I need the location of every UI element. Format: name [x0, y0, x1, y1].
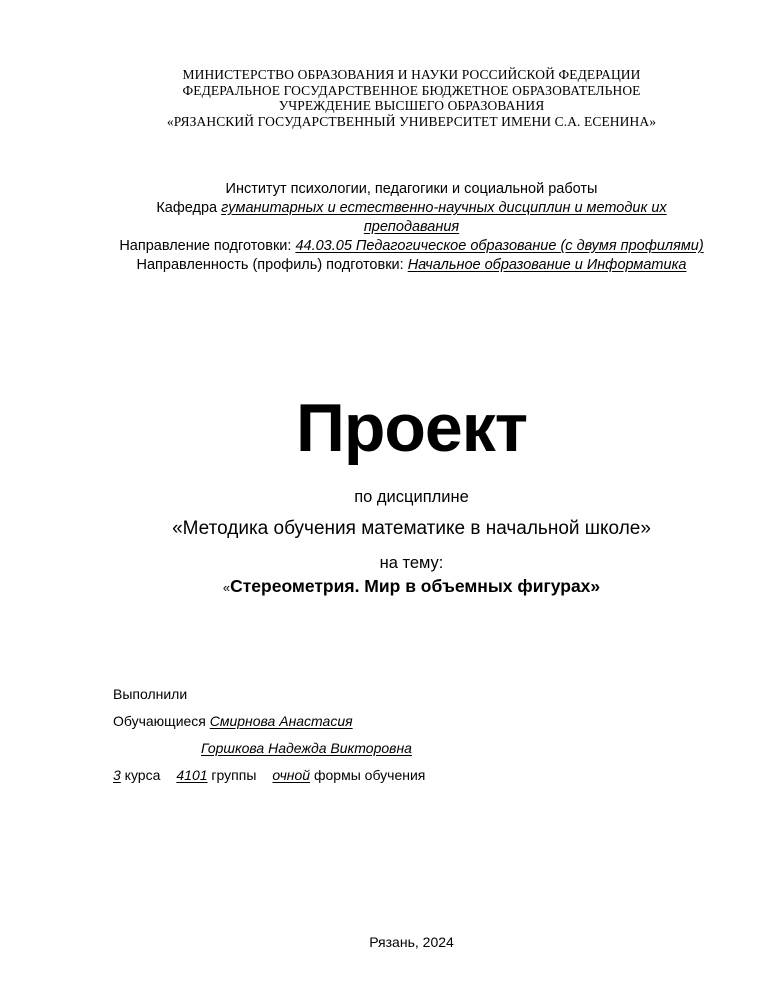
- authors-block: [113, 687, 710, 783]
- department-value: гуманитарных и естественно-научных дисциплин и методик их преподавания: [221, 200, 667, 235]
- ministry-line-3: УЧРЕЖДЕНИЕ ВЫСШЕГО ОБРАЗОВАНИЯ: [278, 98, 545, 113]
- study-form-label: формы обучения: [310, 767, 426, 783]
- study-form-value: очной: [272, 767, 311, 783]
- department-line: [113, 199, 710, 237]
- direction-label: Направление подготовки:: [119, 238, 296, 254]
- student-line-1: [113, 714, 710, 729]
- students-label: Обучающиеся: [113, 713, 210, 729]
- topic-label: на тему:: [379, 554, 444, 572]
- ministry-line-2: ФЕДЕРАЛЬНОЕ ГОСУДАРСТВЕННОЕ БЮДЖЕТНОЕ ОБРАЗОВАТЕЛЬНОЕ: [182, 82, 641, 98]
- course-label: курса: [120, 767, 161, 783]
- direction-value: 44.03.05 Педагогическое образование (с двумя профилями): [295, 238, 704, 254]
- institute-name: Институт психологии, педагогики и социальной работы: [225, 181, 598, 197]
- profile-value: Начальное образование и Информатика: [407, 257, 687, 273]
- university-name: «РЯЗАНСКИЙ ГОСУДАРСТВЕННЫЙ УНИВЕРСИТЕТ ИМЕНИ С.А. ЕСЕНИНА»: [166, 113, 657, 129]
- subtitle-block: [113, 487, 710, 599]
- ministry-line-1: МИНИСТЕРСТВО ОБРАЗОВАНИЯ И НАУКИ РОССИЙСКОЙ ФЕДЕРАЦИИ: [182, 67, 641, 82]
- course-group-line: [113, 768, 710, 783]
- group-label: группы: [207, 767, 257, 783]
- topic-name: [113, 575, 710, 599]
- discipline-name: «Методика обучения математике в начальной школе»: [172, 518, 651, 539]
- institute-block: [113, 180, 710, 275]
- topic-open-quote: «: [222, 580, 231, 595]
- performed-label: Выполнили: [113, 686, 188, 702]
- student-name-2: Горшкова Надежда Викторовна: [201, 740, 412, 756]
- direction-line: [113, 237, 710, 256]
- department-label: Кафедра: [156, 200, 222, 216]
- city-year: Рязань, 2024: [369, 934, 454, 950]
- profile-line: [113, 256, 710, 275]
- ministry-header: [113, 67, 710, 129]
- student-line-2: [113, 741, 710, 756]
- profile-label: Направленность (профиль) подготовки:: [136, 257, 408, 273]
- group-value: 4101: [176, 767, 208, 783]
- topic-text: Стереометрия. Мир в объемных фигурах»: [230, 576, 601, 596]
- document-title: Проект: [295, 390, 528, 466]
- student-name-1: Смирнова Анастасия: [209, 713, 353, 729]
- course-value: 3: [113, 767, 121, 783]
- discipline-label: по дисциплине: [354, 488, 469, 506]
